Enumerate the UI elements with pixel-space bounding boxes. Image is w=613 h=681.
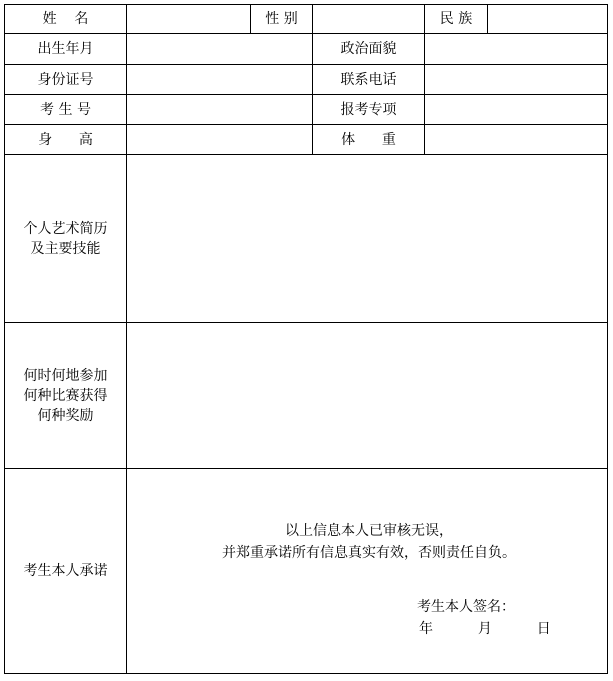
awards-field[interactable] [127,323,607,468]
height-label: 身 高 [38,131,93,148]
pledge-text [130,520,608,564]
specialty-label: 报考专项 [340,101,397,118]
ethnicity-label: 民 族 [439,11,473,27]
gender-field[interactable] [313,5,424,33]
weight-field[interactable] [425,125,607,154]
birth-date-label: 出生年月 [37,41,94,57]
name-label: 姓 名 [42,11,89,27]
art-resume-label: 个人艺术简历 及主要技能 [23,220,108,257]
registration-form [4,4,608,674]
phone-field[interactable] [425,65,607,94]
art-resume-field[interactable] [127,155,607,322]
signature-label: 考生本人签名： [417,599,515,615]
ethnicity-field[interactable] [488,5,607,33]
political-status-field[interactable] [425,34,607,64]
pledge-label: 考生本人承诺 [23,563,108,579]
signature-field[interactable] [515,597,603,617]
gender-label: 性 别 [265,11,298,27]
id-number-field[interactable] [127,65,312,94]
id-number-label: 身份证号 [37,71,94,88]
birth-date-field[interactable] [127,34,312,64]
pledge-line-1: 以上信息本人已审核无误， [285,523,453,539]
awards-label: 何时何地参加 何种比赛获得 何种奖励 [23,367,108,424]
name-field[interactable] [127,5,250,33]
height-field[interactable] [127,125,312,154]
exam-number-label: 考 生 号 [40,101,91,118]
specialty-field[interactable] [425,95,607,124]
signature-date: 年 月 日 [419,621,551,637]
weight-label: 体 重 [341,131,396,148]
pledge-line-2: 并郑重承诺所有信息真实有效，否则责任自负。 [222,545,516,561]
phone-label: 联系电话 [340,71,397,88]
political-status-label: 政治面貌 [340,41,397,57]
exam-number-field[interactable] [127,95,312,124]
